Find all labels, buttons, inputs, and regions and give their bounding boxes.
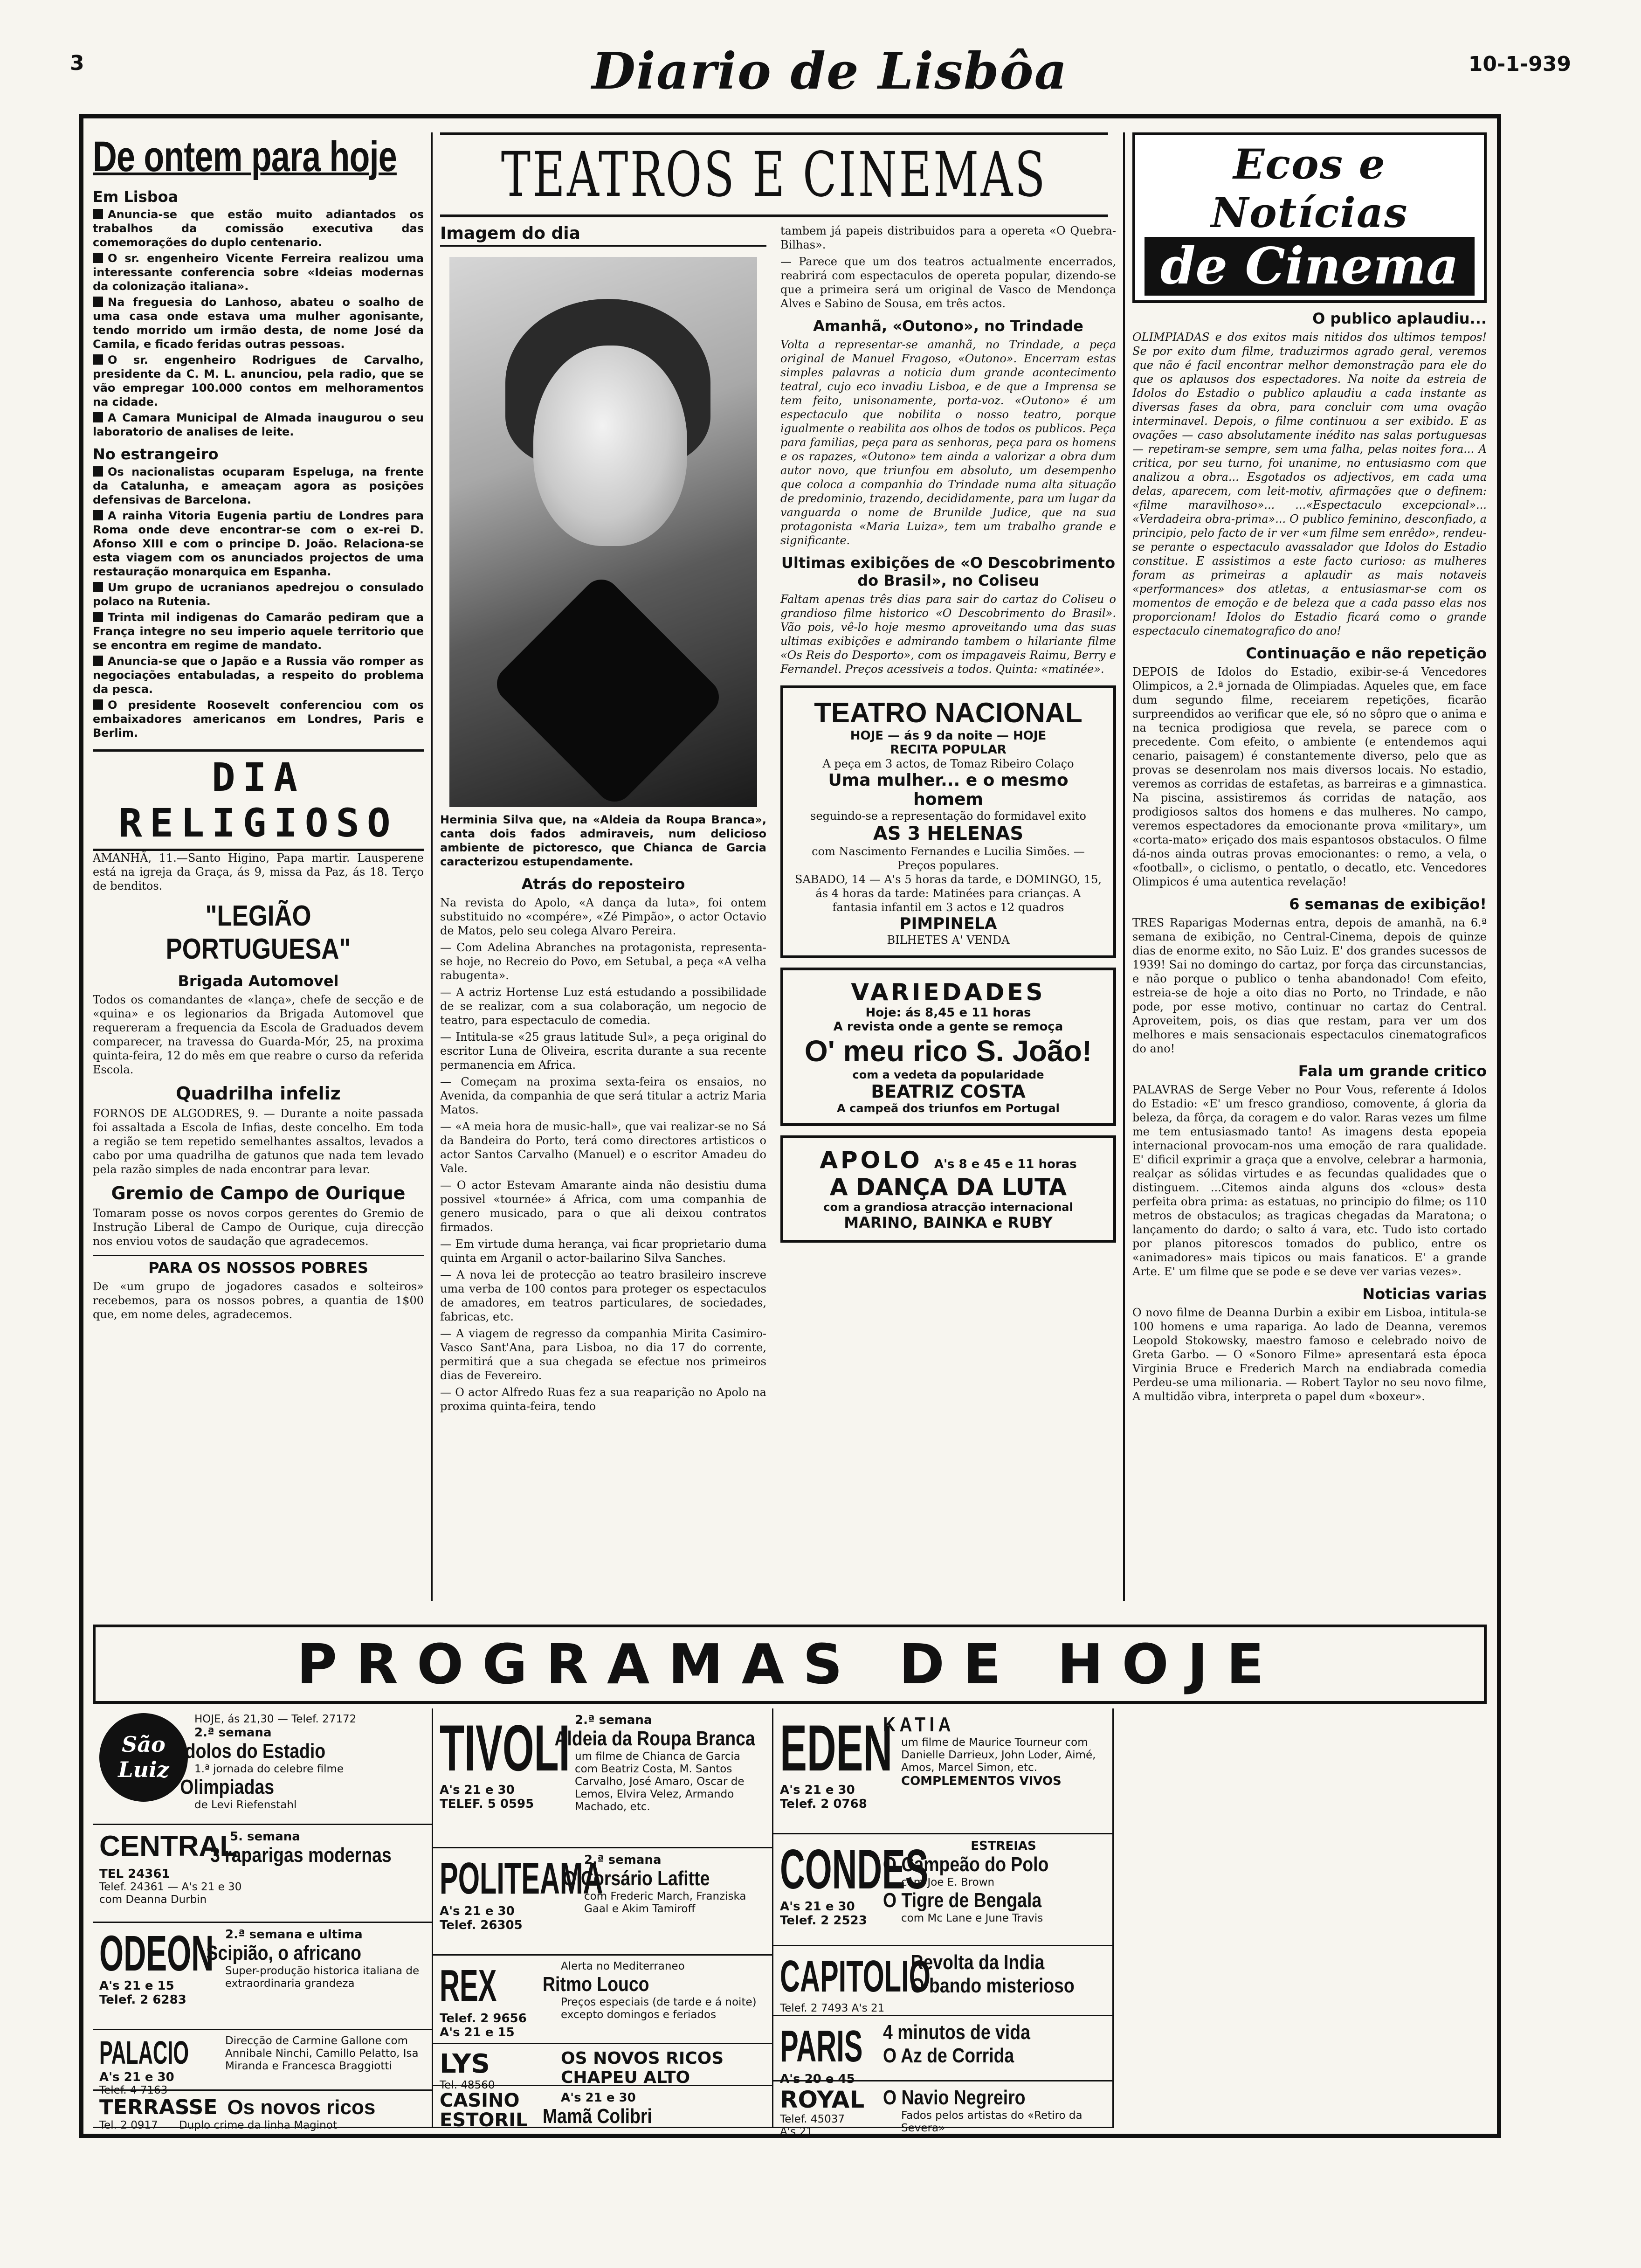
cinema-s5-title: Noticias varias [1362, 1285, 1487, 1303]
outono-text: Volta a representar-se amanhã, no Trindade, a peça original de Manuel Fragoso, «Outono». Encerram estas simples palavras a noticia dum grande acontecimento teatral, cujo eco invadiu Lisboa, e de que a Imprensa se tem feito, unisonamente, porta-voz. «Outono» é um espectaculo que nobilita o nosso teatro, porque igualmente o reabilita aos olhos de todos os publicos. Peça para familias, peça para as senhoras, peça para os homens e os rapazes, «Outono» tem ainda a valorizar a obra dum autor novo, que triunfou em absoluto, um desempenho que coloca a companhia do Trindade numa alta situação de predominio, trazendo, decididamente, para um lugar da vanguarda o nome de Brunilde Judice, que na sua protagonista «Maria Luiza», tem um trabalho grande e significante. [780, 338, 1116, 547]
outono-title: Amanhã, «Outono», no Trindade [813, 317, 1083, 335]
page-number: 3 [70, 51, 84, 75]
terrasse-name: TERRASSE [99, 2095, 218, 2119]
column-teatros [440, 132, 1116, 1416]
listing-paris [773, 2016, 1114, 2086]
news-list-lisboa [93, 207, 424, 439]
rex-hours: A's 21 e 15 [440, 2026, 515, 2040]
tivoli-name: TIVOLI [440, 1711, 570, 1784]
paris-film: 4 minutos de vida [883, 2021, 1030, 2044]
reposteiro-title: Atrás do reposteiro [521, 875, 685, 893]
nacional-line: SABADO, 14 — A's 5 horas da tarde, e DOMINGO, 15, ás 4 horas da tarde: Matinées para crianças. A fantasia infantil em 3 actos e 12 quadros [795, 873, 1102, 914]
reposteiro-item: — O actor Estevam Amarante ainda não desistiu duma possivel «tournée» á Africa, com uma companhia de genero musicado, para o que ali deixou contratos firmados. [440, 1179, 766, 1234]
paris-hours: A's 20 e 45 [780, 2072, 855, 2086]
odeon-desc: Super-produção historica italiana de extraordinaria grandeza [225, 1965, 420, 1990]
column-cinema [1132, 132, 1487, 1406]
odeon-tel: Telef. 2 6283 [99, 1993, 186, 2007]
politeama-hours: A's 21 e 30 [440, 1904, 515, 1918]
opereta-text [780, 224, 1116, 311]
legiao-text: Todos os comandantes de «lança», chefe de secção e de «quina» e os legionarios da Brigada Automovel que requereram a frequencia da Escola de Graduados devem comparecer, na travessa do Guarda-Mór, 25, na proxima quinta-feira, 12 do mês em que reabre o curso da referida Escola. [93, 993, 424, 1076]
reposteiro-item: — «A meia hora de music-hall», que vai realizar-se no Sá da Bandeira do Porto, terá como directores artisticos o actor Santos Carvalho (Manuel) e o escritor Amadeu do Vale. [440, 1120, 766, 1175]
rex-film2: Ritmo Louco [543, 1973, 649, 1996]
listing-royal [773, 2081, 1114, 2138]
apolo-show: A DANÇA DA LUTA [829, 1174, 1067, 1201]
listing-terrasse [93, 2091, 433, 2131]
saoluiz-hours: HOJE, ás 21,30 — Telef. 27172 [194, 1713, 357, 1725]
capitolio-name: CAPITOLIO [780, 1951, 931, 2001]
photo-face [533, 346, 687, 546]
news-lisboa-item: Anuncia-se que estão muito adiantados os trabalhos da comissão executiva das comemorações do duplo centenario. [93, 208, 424, 249]
listing-tivoli [433, 1708, 773, 1848]
news-estrangeiro-item: A rainha Vitoria Eugenia partiu de Londres para Roma onde deve encontrar-se com o ex-rei D. Afonso XIII e com o principe D. João. Relaciona-se esta viagem com os anunciados projectos de uma restauração monarquica em Espanha. [93, 509, 424, 578]
cinema-s1-text: OLIMPIADAS e dos exitos mais nitidos dos ultimos tempos! Se por exito dum filme, traduzirmos agrado geral, veremos que não é facil encontrar melhor demonstração para ele do que os aplausos dos espectadores. Na noite da estreia de Idolos do Estadio o publico aplaudiu a cada instante as diversas fases da obra, para concluir com uma ovação interminavel. Depois, o filme continuou a ser exibido. E as ovações — caso absolutamente inédito nas salas portuguesas — repetiram-se sempre, sem uma falha, pelas noites fora... A critica, por seu turno, foi unanime, no entusiasmo com que analizou a obra... Esgotados os adjectivos, em cada uma delas, aparecem, com leit-motiv, afirmações que o definem: «filme maravilhoso»... ...«Espectaculo excepcional»... «Verdadeira obra-prima»... O publico feminino, desconfiado, a principio, pelo facto de ir ver «um filme sem enrêdo», rendeu-se perante o espectaculo avassalador que Idolos do Estadio constitue. E assistimos a este facto curioso: as mulheres foram as primeiras a aplaudir as mais notaveis «performances» dos atletas, a entusiasmar-se com os momentos de emoção e de beleza que a cada passo elas nos proporcionam! Idolos do Estadio ficará como o grande espectaculo cinematografico do ano! [1132, 331, 1487, 637]
quadrilha-text: FORNOS DE ALGODRES, 9. — Durante a noite passada foi assaltada a Escola de Infias, deste concelho. Em toda a região se tem repetido semelhantes assaltos, levados a cabo por uma quadrilha de gatunos que nada tem levado pela razão simples de nada encontrar para levar. [93, 1107, 424, 1176]
reposteiro-item: — A viagem de regresso da companhia Mirita Casimiro-Vasco Sant'Ana, para Lisboa, no dia 17 do corrente, permitirá que a sua chegada se efectue nos primeiros dias de Fevereiro. [440, 1327, 766, 1382]
opereta-item: — Parece que um dos teatros actualmente encerrados, reabrirá com espectaculos de opereta popular, dizendo-se que a primeira será um original de Vasco de Mendonça Alves e Sabino de Sousa, em três actos. [780, 255, 1116, 310]
variedades-line: A revista onde a gente se remoça [833, 1020, 1063, 1034]
eden-film: KATIA [883, 1713, 955, 1736]
bullet-square-icon [93, 354, 103, 365]
condes-hours: A's 21 e 30 [780, 1900, 855, 1914]
cinema-s5-text: O novo filme de Deanna Durbin a exibir em Lisboa, intitula-se 100 homens e uma rapariga. Ao lado de Deanna, veremos Leopold Stokowsky, maestro famoso e celebrado noivo de Greta Garbo. — O «Sonoro Filme» apresentará esta época Virginia Bruce e Frederich March na endiabrada comedia Perdeu-se uma milionaria. — Robert Taylor no seu novo filme, A multidão vibra, interpreta o papel dum «boxeur». [1132, 1306, 1487, 1403]
nacional-line: HOJE — ás 9 da noite — HOJE [850, 729, 1047, 743]
saoluiz-logo: São Luiz [99, 1713, 188, 1802]
variedades-line: A campeã dos triunfos em Portugal [837, 1102, 1060, 1115]
section-title: De ontem para hoje [93, 133, 397, 180]
pobres-text: De «um grupo de jogadores casados e solteiros» recebemos, para os nossos pobres, a quantia de 1$00 que, em nome deles, agradecemos. [93, 1280, 424, 1321]
reposteiro-item: — Com Adelina Abranches na protagonista, representa-se hoje, no Recreio do Povo, em Setubal, a peça «A velha rabugenta». [440, 941, 766, 982]
royal-desc: Fados pelos artistas do «Retiro da Severa» [901, 2109, 1083, 2134]
condes-tel: Telef. 2 2523 [780, 1914, 867, 1928]
saoluiz-week: 2.ª semana [194, 1726, 272, 1740]
legiao-title: "LEGIÃO PORTUGUESA" [165, 900, 351, 965]
news-lisboa-item: O sr. engenheiro Rodrigues de Carvalho, presidente da C. M. L. anunciou, pela radio, que se vão empregar 100.000 contos em melhoramentos na cidade. [93, 353, 424, 408]
central-cast: com Deanna Durbin [99, 1894, 207, 1906]
news-estrangeiro-item: Anuncia-se que o Japão e a Russia vão romper as negociações entabuladas, a respeito do problema da pesca. [93, 655, 424, 696]
bullet-square-icon [93, 656, 103, 666]
listing-odeon-palacio [93, 1923, 433, 2030]
issue-date: 10-1-939 [1468, 52, 1571, 76]
nacional-play: AS 3 HELENAS [873, 823, 1024, 844]
casino-hours: A's 21 e 30 [561, 2091, 636, 2105]
lys-name: LYS [440, 2049, 490, 2079]
ecos-cinema-title [1132, 132, 1487, 303]
rex-tel: Telef. 2 9656 [440, 2012, 527, 2026]
palacio-hours: A's 21 e 30 [99, 2070, 174, 2084]
news-estrangeiro-item: O presidente Roosevelt conferenciou com os embaixadores americanos em Londres, Paris e Berlim. [93, 698, 424, 740]
paris-name: PARIS [780, 2021, 863, 2071]
condes-label: ESTREIAS [971, 1839, 1036, 1853]
palacio-tel: Telef. 4 7163 [99, 2084, 168, 2096]
eden-extra: COMPLEMENTOS VIVOS [901, 1774, 1062, 1788]
reposteiro-item: — A actriz Hortense Luz está estudando a possibilidade de se realizar, com a sua colaboração, um negocio de teatro, para espectaculo de comedia. [440, 986, 766, 1027]
capitolio-film2: O bando misterioso [910, 1974, 1075, 1997]
reposteiro-item: — O actor Alfredo Ruas fez a sua reaparição no Apolo na proxima quinta-feira, tendo [440, 1386, 766, 1413]
reposteiro-item: — A nova lei de protecção ao teatro brasileiro inscreve uma verba de 100 contos para proteger os espectaculos de amadores, em teatros particulares, de sociedades, fabricas, etc. [440, 1268, 766, 1323]
bullet-square-icon [93, 297, 103, 307]
subhead-lisboa: Em Lisboa [93, 188, 179, 206]
saoluiz-film: Idolos do Estadio [180, 1740, 326, 1763]
ultimas-title: Ultimas exibições de «O Descobrimento do Brasil», no Coliseu [781, 554, 1116, 589]
politeama-desc: com Frederic March, Franziska Gaal e Akim Tamiroff [584, 1890, 746, 1915]
quadrilha-title: Quadrilha infeliz [176, 1083, 341, 1104]
paris-film2: O Az de Corrida [883, 2044, 1014, 2067]
news-estrangeiro-item: Os nacionalistas ocuparam Espeluga, na frente da Catalunha, e ameaçam agora as posições defensivas de Barcelona. [93, 465, 424, 506]
teatros-right [780, 224, 1116, 1416]
variedades-line: Hoje: ás 8,45 e 11 horas [865, 1006, 1031, 1020]
listing-saoluiz [93, 1708, 433, 1825]
listing-rex [433, 1956, 773, 2044]
listing-condes [773, 1834, 1114, 1946]
ad-apolo [780, 1135, 1116, 1243]
royal-film: O Navio Negreiro [883, 2086, 1026, 2109]
masthead-bar [70, 42, 1590, 112]
lys-film: OS NOVOS RICOS [561, 2049, 724, 2068]
variedades-star: BEATRIZ COSTA [871, 1081, 1026, 1102]
reposteiro-text [440, 896, 766, 1413]
bullet-square-icon [93, 582, 103, 592]
central-name: CENTRAL [99, 1830, 238, 1862]
reposteiro-item: Na revista do Apolo, «A dança da luta», foi ontem substituido no «compére», «Zé Pimpão», o actor Octavio de Matos, pelo seu colega Alvaro Pereira. [440, 896, 766, 937]
politeama-film: O Corsário Lafitte [562, 1867, 710, 1890]
odeon-film: Scipião, o africano [206, 1942, 362, 1964]
section-title-teatros: TEATROS E CINEMAS [440, 132, 1108, 217]
cinema-s1-title: O publico aplaudiu... [1312, 310, 1487, 327]
dia-religioso-text: AMANHÃ, 11.—Santo Higino, Papa martir. Lausperene está na igreja da Graça, ás 9, missa da Paz, ás 18. Terço de benditos. [93, 851, 424, 892]
column-rule [431, 132, 433, 1601]
condes-cast2: com Mc Lane e June Travis [901, 1912, 1043, 1924]
nacional-play: PIMPINELA [899, 914, 997, 933]
legiao-subtitle: Brigada Automovel [178, 972, 339, 990]
capitolio-tel: Telef. 2 7493 A's 21 [780, 2002, 885, 2014]
rex-desc: Preços especiais (de tarde e á noite) excepto domingos e feriados [561, 1996, 757, 2021]
cinema-s3-text: TRES Raparigas Modernas entra, depois de amanhã, na 6.ª semana de exibição, no Central-Cinema, depois de quinze dias de enorme exito, no São Luiz. E' dos grandes sucessos de 1939! Sai no domingo do cartaz, por força das circunstancias, e não porque o publico o tenha abandonado! Com efeito, estreia-se de hoje a oito dias no Porto, no Trindade, e não pode, por esse motivo, continuar no cartaz do Central. Aproveitem, pois, os dias que restam, para ver um dos melhores e mais sensacionais espectaculos cinematograficos do ano! [1132, 916, 1487, 1055]
terrasse-film: Os novos ricos [227, 2096, 376, 2119]
central-telline: Telef. 24361 — A's 21 e 30 [99, 1881, 242, 1893]
politeama-tel: Telef. 26305 [440, 1918, 523, 1932]
bullet-square-icon [93, 612, 103, 622]
tivoli-film: Aldeia da Roupa Branca [554, 1727, 755, 1750]
nacional-line: A peça em 3 actos, de Tomaz Ribeiro Colaço [822, 757, 1074, 770]
tivoli-hours: A's 21 e 30 [440, 1783, 515, 1797]
opereta-item: tambem já papeis distribuidos para a opereta «O Quebra-Bilhas». [780, 224, 1116, 251]
condes-film: O Campeão do Polo [883, 1853, 1049, 1876]
royal-tel: Telef. 45037 [780, 2113, 845, 2125]
listing-central [93, 1825, 433, 1923]
listing-lys [433, 2044, 773, 2091]
gremio-text: Tomaram posse os novos corpos gerentes do Gremio de Instrução Liberal de Campo de Ourique, cuja direcção nos enviou votos de saudação que agradecemos. [93, 1207, 424, 1248]
odeon-hours: A's 21 e 15 [99, 1979, 174, 1993]
programas-grid [93, 1708, 1114, 2138]
politeama-name: POLITEAMA [440, 1853, 603, 1903]
politeama-week: 2.ª semana [584, 1853, 662, 1867]
reposteiro-item: — Começam na proxima sexta-feira os ensaios, no Avenida, da companhia de que será titular a actriz Maria Matos. [440, 1075, 766, 1116]
news-list-estrangeiro [93, 465, 424, 740]
odeon-week: 2.ª semana e ultima [225, 1928, 363, 1942]
listing-capitolio [773, 1946, 1114, 2016]
apolo-line: MARINO, BAINKA e RUBY [844, 1214, 1053, 1231]
capitolio-film: Revolta da India [910, 1951, 1045, 1974]
portrait-photo [449, 257, 757, 807]
variedades-line: com a vedeta da popularidade [852, 1068, 1044, 1081]
programas-title: PROGRAMAS DE HOJE [93, 1625, 1487, 1704]
nacional-line: BILHETES A' VENDA [887, 933, 1010, 947]
apolo-times: A's 8 e 45 e 11 horas [934, 1157, 1077, 1171]
listing-palacio [93, 2030, 433, 2096]
apolo-line: com a grandiosa atracção internacional [823, 1201, 1073, 1214]
eden-name: EDEN [780, 1711, 893, 1784]
news-lisboa-item: O sr. engenheiro Vicente Ferreira realizou uma interessante conferencia sobre «Ideias modernas da colonização italiana». [93, 252, 424, 293]
saoluiz-film2: Olimpiadas [180, 1776, 275, 1798]
newspaper-page [70, 42, 1590, 2150]
bullet-square-icon [93, 412, 103, 422]
cinema-s2-text: DEPOIS de Idolos do Estadio, exibir-se-á Vencedores Olimpicos, a 2.ª jornada de Olimpiadas. Aqueles que, em face dum segundo filme, receiarem repetições, ficarão surpreendidos ao verificar que ele, só no sôpro que o anima e na tecnica prodigiosa que revela, se parece com o precedente. Com efeito, o ambiente (e entendemos aqui cenario, paisagem) é constantemente diverso, pelo que as provas se desenrolam nos mais diversos locais. No estadio, veremos as corridas de estafetas, as barreiras e a gimnastica. Na piscina, assistiremos ás corridas de natação, aos prodigiosos saltos dos homens e das mulheres. No campo, veremos espectadores da emocionante prova «military», um «corta-mato» eriçado dos mais espantosos obstaculos. O filme dá-nos ainda outras provas emocionantes: o remo, a vela, o «football», o ciclismo, o pentatlo, o decatlo, etc. Vencedores Olimpicos é uma autentica revelação! [1132, 665, 1487, 888]
tivoli-desc: um filme de Chianca de Garcia com Beatriz Costa, M. Santos Carvalho, José Amaro, Oscar de Lemos, Elvira Velez, Armando Machado, etc. [575, 1750, 745, 1813]
odeon-name: ODEON [99, 1925, 214, 1981]
rex-film: Alerta no Mediterraneo [561, 1960, 685, 1972]
photo-heart-shape [489, 572, 726, 809]
cinema-s4-text: PALAVRAS de Serge Veber no Pour Vous, referente á Idolos do Estadio: «E' um fresco grandioso, comovente, á gloria da beleza, da fôrça, da coragem e do valor. Raras vezes um filme me tem entusiasmado tanto! As imagens desta epopeia internacional provocam-nos uma emoção de rara qualidade. E' dificil exprimir a graça que a envolve, celebrar a harmonia, realçar as sólidas virtudes e as fecundas qualidades que o distinguem. ...Citemos ainda alguns dos «clous» desta perfeita obra prima: as estatuas, no principio do filme; os 110 metros de obstaculos; as tragicas chegadas da Maratona; o lançamento do dardo; o salto á vara, etc. Tudo isto cortado por planos pitorescos tomados do publico, entre os «animadores» mais tipicos ou mais fanaticos. E' a grande Arte. E' um filme que se pode e se deve ver varias vezes». [1132, 1083, 1487, 1278]
rex-name: REX [440, 1961, 497, 2011]
page-frame [79, 114, 1501, 2138]
ad-variedades [780, 968, 1116, 1126]
news-estrangeiro-item: Um grupo de ucranianos apedrejou o consulado polaco na Rutenia. [93, 581, 424, 608]
casino-film: Mamã Colibri [543, 2105, 652, 2128]
listing-eden [773, 1708, 1114, 1834]
central-week: 5. semana [230, 1830, 300, 1844]
ecos-line1: Ecos e Notícias [1211, 140, 1408, 237]
bullet-square-icon [93, 466, 103, 477]
ecos-line2: de Cinema [1145, 237, 1475, 296]
subhead-estrangeiro: No estrangeiro [93, 445, 219, 463]
condes-film2: O Tigre de Bengala [883, 1889, 1042, 1912]
imagem-do-dia-title: Imagem do dia [440, 224, 766, 247]
condes-cast: com Joe E. Brown [901, 1876, 995, 1888]
reposteiro-item: — Intitula-se «25 graus latitude Sul», a peça original do escritor Luna de Oliveira, escrita durante a sua recente permanencia em Africa. [440, 1030, 766, 1072]
reposteiro-item: — Em virtude duma herança, vai ficar proprietario duma quinta em Arganil o actor-bailarino Silva Sanches. [440, 1238, 766, 1265]
ad-teatro-nacional [780, 685, 1116, 958]
listing-casino [433, 2086, 773, 2131]
variedades-title: VARIEDADES [851, 979, 1046, 1006]
saoluiz-desc: 1.ª jornada do celebre filme [194, 1763, 344, 1775]
dia-religioso-title: DIA RELIGIOSO [93, 749, 424, 851]
saoluiz-by: de Levi Riefenstahl [194, 1799, 297, 1811]
ultimas-text: Faltam apenas três dias para sair do cartaz do Coliseu o grandioso filme historico «O Descobrimento do Brasil». Vão pois, vê-lo hoje mesmo aproveitando uma das suas ultimas exibições e admirando tambem o hilariante filme «Os Reis do Desporto», com os impagaveis Raimu, Berry e Fernandel. Preços acessiveis a todos. Quinta: «matinée». [780, 593, 1116, 676]
column-rule [1123, 132, 1125, 1601]
royal-name: ROYAL [780, 2086, 865, 2113]
palacio-name: PALACIO [99, 2034, 189, 2071]
lys-film2: CHAPEU ALTO [561, 2068, 690, 2087]
tivoli-tel: TELEF. 5 0595 [440, 1797, 534, 1811]
bullet-square-icon [93, 699, 103, 710]
eden-tel: Telef. 2 0768 [780, 1797, 867, 1811]
bullet-square-icon [93, 209, 103, 219]
masthead: Diario de Lisbôa [592, 42, 1068, 101]
listing-politeama [433, 1848, 773, 1956]
casino-name: CASINO ESTORIL [440, 2090, 528, 2131]
bullet-square-icon [93, 253, 103, 263]
terrasse-desc: Duplo crime da linha Maginot [179, 2119, 337, 2131]
gremio-title: Gremio de Campo de Ourique [111, 1183, 406, 1203]
photo-caption: Herminia Silva que, na «Aldeia da Roupa Branca», canta dois fados admiraveis, num delicioso ambiente de pictoresco, que Chianca de Garcia caracterizou estupendamente. [440, 813, 766, 868]
apolo-title: APOLO [820, 1147, 923, 1174]
bullet-square-icon [93, 510, 103, 520]
royal-hours: A's 21 [780, 2126, 813, 2138]
palacio-desc: Direcção de Carmine Gallone com Annibale Ninchi, Camillo Pelatto, Isa Miranda e Francesca Braggiotti [225, 2035, 419, 2072]
news-lisboa-item: A Camara Municipal de Almada inaugurou o seu laboratorio de analises de leite. [93, 411, 424, 438]
cinema-s4-title: Fala um grande critico [1298, 1062, 1487, 1080]
teatros-left [440, 224, 766, 1416]
nacional-play: Uma mulher... e o mesmo homem [828, 771, 1069, 809]
lys-tel: Tel. 48560 [440, 2079, 495, 2091]
column-news [93, 132, 424, 1324]
condes-name: CONDES [780, 1838, 929, 1901]
nacional-line: com Nascimento Fernandes e Lucilia Simões. — Preços populares. [812, 845, 1085, 872]
central-tel: TEL 24361 [99, 1867, 170, 1881]
news-lisboa-item: Na freguesia do Lanhoso, abateu o soalho de uma casa onde estava uma mulher agonisante, tendo morrido um irmão desta, de nome José da Camila, e ficado feridas outras pessoas. [93, 296, 424, 351]
pobres-title: PARA OS NOSSOS POBRES [93, 1255, 424, 1277]
central-film: 3 raparigas modernas [210, 1844, 392, 1867]
cinema-s2-title: Continuação e não repetição [1246, 644, 1487, 662]
nacional-title: TEATRO NACIONAL [814, 697, 1083, 728]
eden-hours: A's 21 e 30 [780, 1783, 855, 1797]
nacional-line: RECITA POPULAR [890, 743, 1007, 757]
news-estrangeiro-item: Trinta mil indigenas do Camarão pediram que a França integre no seu imperio aquele territorio que se encontra em regime de mandato. [93, 611, 424, 652]
variedades-show: O' meu rico S. João! [804, 1034, 1092, 1068]
nacional-line: seguindo-se a representação do formidavel exito [810, 809, 1086, 823]
terrasse-tel: Tel. 2 0917 [99, 2119, 158, 2131]
tivoli-week: 2.ª semana [575, 1713, 652, 1727]
eden-desc: um filme de Maurice Tourneur com Danielle Darrieux, John Loder, Aimé, Amos, Marcel Simon, etc. [901, 1736, 1096, 1774]
cinema-s3-title: 6 semanas de exibição! [1289, 895, 1487, 913]
